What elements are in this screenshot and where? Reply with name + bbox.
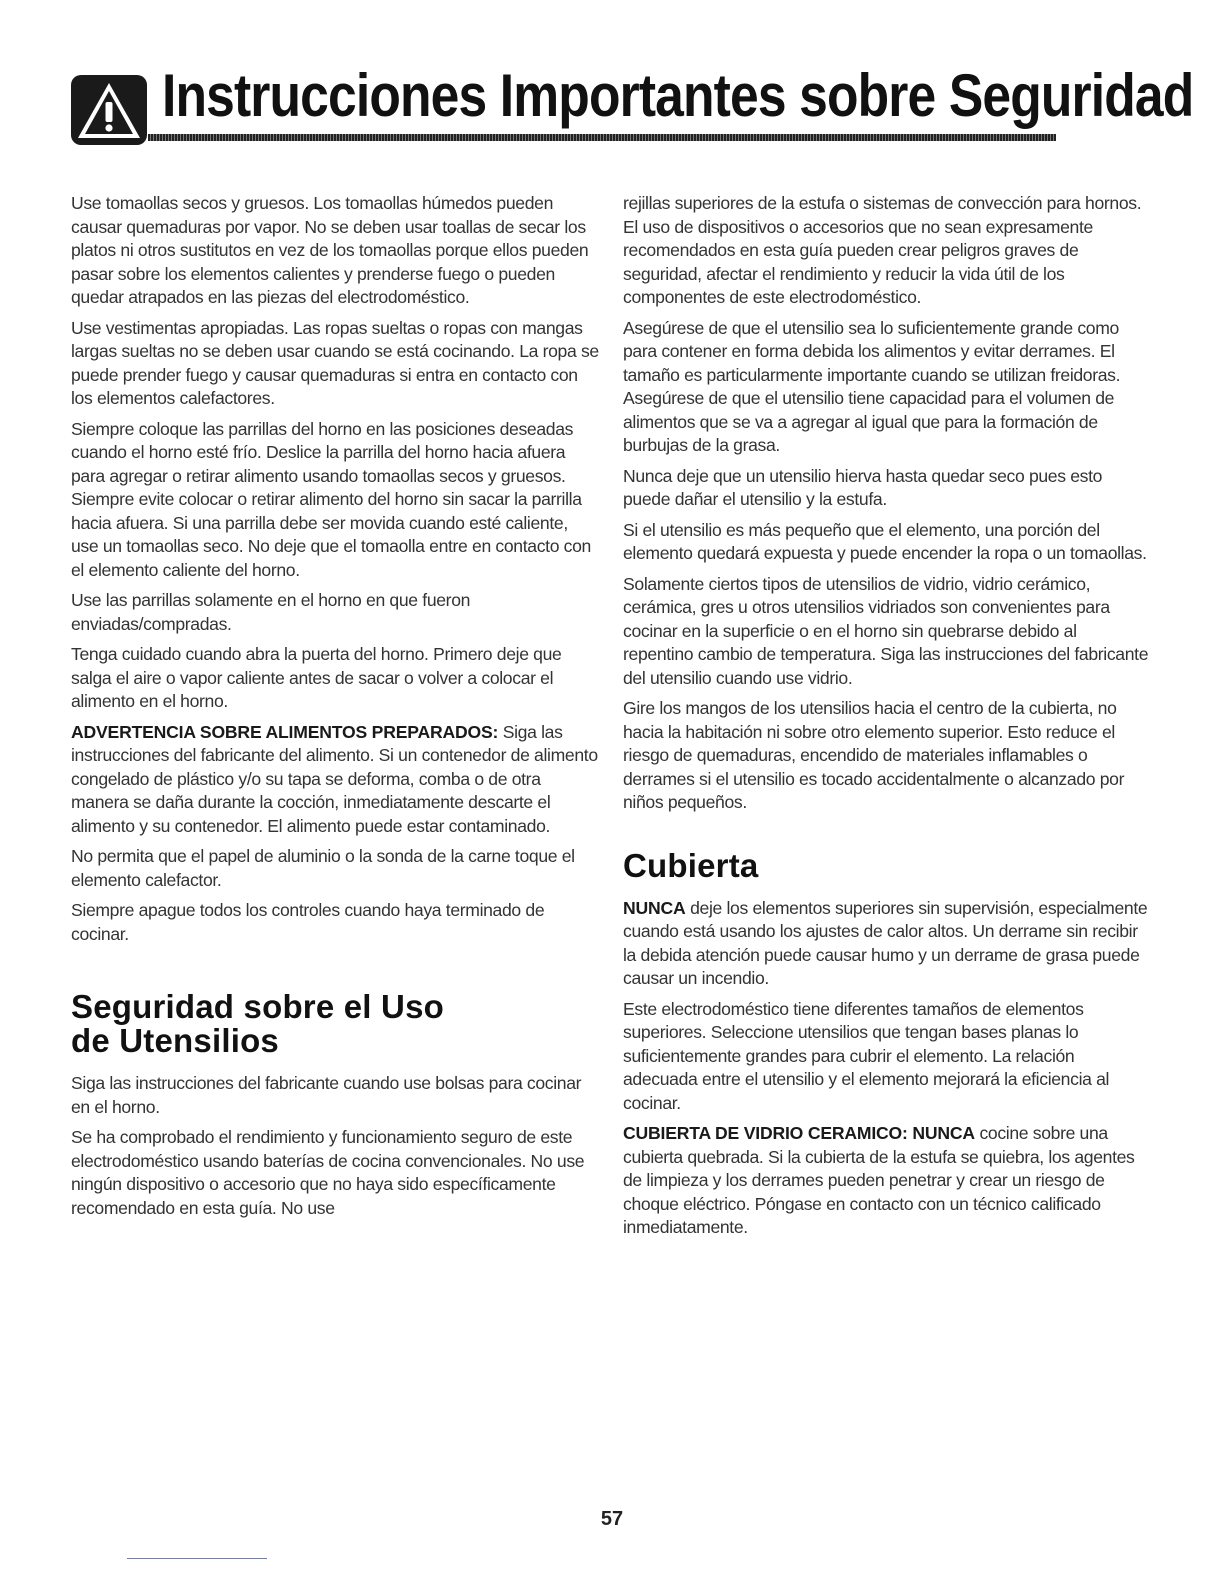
paragraph: Tenga cuidado cuando abra la puerta del horno. Primero deje que salga el aire o vapor caliente antes de sacar o volver a colocar el alimento en el horno. bbox=[71, 644, 562, 711]
paragraph: Si el utensilio es más pequeño que el elemento, una porción del elemento quedará expuesta y puede encender la ropa o un tomaollas. bbox=[623, 519, 1147, 563]
section-title-utensils: Seguridad sobre el Uso de Utensilios bbox=[71, 988, 444, 1059]
paragraph: Siempre apague todos los controles cuando haya terminado de cocinar. bbox=[71, 900, 545, 944]
paragraph: Se ha comprobado el rendimiento y funcionamiento seguro de este electrodoméstico usando baterías de cocina convencionales. No use ningún dispositivo o accesorio que no haya sido específicamente recomendado en esta guía. No use bbox=[71, 1127, 585, 1218]
page-header bbox=[70, 52, 1194, 148]
glass-cooktop-text: cocine sobre una cubierta quebrada. Si la cubierta de la estufa se quiebra, los agentes de limpieza y los derrames pueden penetrar y crear un riesgo de choque eléctrico. Póngase en contacto con un técnico calificado inmediatamente. bbox=[623, 1123, 1135, 1237]
nunca-text: deje los elementos superiores sin supervisión, especialmente cuando está usando los ajustes de calor altos. Un derrame sin recibir la debida atención puede causar humo y un derrame de grasa puede causar un incendio. bbox=[623, 897, 1148, 988]
page-title: Instrucciones Importantes sobre Seguridad bbox=[162, 62, 1194, 129]
paragraph: Solamente ciertos tipos de utensilios de vidrio, vidrio cerámico, cerámica, gres u otros utensilios vidriados son convenientes para cocinar en la superficie o en el horno sin quebrarse debido al repentino cambio de temperatura. Siga las instrucciones del fabricante del utensilio cuando use vidrio. bbox=[623, 573, 1149, 688]
glass-cooktop-label: CUBIERTA DE VIDRIO CERAMICO: NUNCA bbox=[623, 1123, 975, 1143]
paragraph: Nunca deje que un utensilio hierva hasta quedar seco pues esto puede dañar el utensilio y la estufa. bbox=[623, 465, 1103, 509]
section-title-cooktop: Cubierta bbox=[623, 846, 759, 884]
warning-text: Siga las instrucciones del fabricante del alimento. Si un contenedor de alimento congelado de plástico y/o su tapa se deforma, comba o de otra manera se daña durante la cocción, inmediatamente descarte el alimento y su contenedor. El alimento puede estar contaminado. bbox=[71, 721, 598, 836]
right-column bbox=[623, 192, 1151, 1247]
paragraph: Use vestimentas apropiadas. Las ropas sueltas o ropas con mangas largas sueltas no se deben usar cuando se está cocinando. La ropa se puede prender fuego y causar quemaduras si entra en contacto con los elementos calefactores. bbox=[71, 317, 599, 408]
paragraph: rejillas superiores de la estufa o sistemas de convección para hornos. El uso de dispositivos o accesorios que no sean expresamente recomendados en esta guía pueden crear peligros graves de seguridad, afectar el rendimiento y reducir la vida útil de los componentes de este electrodoméstico. bbox=[623, 193, 1142, 307]
nunca-paragraph bbox=[623, 897, 1151, 991]
warning-label: ADVERTENCIA SOBRE ALIMENTOS PREPARADOS: bbox=[71, 721, 499, 742]
glass-cooktop-paragraph bbox=[623, 1122, 1151, 1240]
paragraph: Use tomaollas secos y gruesos. Los tomaollas húmedos pueden causar quemaduras por vapor. No se deben usar toallas de secar los platos ni otros sustitutos en vez de los tomaollas porque ellos pueden pasar sobre los elementos calientes y prenderse fuego o pueden quedar atrapados en las piezas del electrodoméstico. bbox=[71, 193, 589, 307]
page-number: 57 bbox=[600, 1508, 624, 1530]
warning-triangle-icon bbox=[70, 74, 148, 146]
paragraph: Use las parrillas solamente en el horno en que fueron enviadas/compradas. bbox=[71, 590, 471, 634]
header-underline bbox=[148, 134, 1056, 141]
paragraph: Este electrodoméstico tiene diferentes tamaños de elementos superiores. Seleccione utensilios que tengan bases planas lo suficientemente grandes para cubrir el elemento. La relación adecuada entre el utensilio y el elemento mejorará la eficiencia al cocinar. bbox=[623, 998, 1110, 1113]
footer-rule bbox=[127, 1558, 267, 1559]
paragraph: Gire los mangos de los utensilios hacia el centro de la cubierta, no hacia la habitación ni sobre otro elemento superior. Esto reduce el riesgo de quemaduras, encendido de materiales inflamables o derrames si el utensilio es tocado accidentalmente o alcanzado por niños pequeños. bbox=[623, 698, 1125, 812]
prepared-foods-warning bbox=[71, 721, 599, 839]
left-column bbox=[71, 192, 599, 1227]
paragraph: Siempre coloque las parrillas del horno en las posiciones deseadas cuando el horno esté frío. Deslice la parrilla del horno hacia afuera para agregar o retirar alimento usando tomaollas secos y gruesos. Siempre evite colocar o retirar alimento del horno sin sacar la parrilla hacia afuera. Si una parrilla debe ser movida cuando esté caliente, use un tomaollas seco. No deje que el tomaolla entre en contacto con el elemento caliente del horno. bbox=[71, 418, 591, 580]
nunca-label: NUNCA bbox=[623, 897, 686, 918]
paragraph: Asegúrese de que el utensilio sea lo suficientemente grande como para contener en forma debida los alimentos y evitar derrames. El tamaño es particularmente importante cuando se utilizan freidoras. Asegúrese de que el utensilio tiene capacidad para el volumen de alimentos que se va a agregar al igual que para la formación de burbujas de la grasa. bbox=[623, 317, 1121, 455]
paragraph: No permita que el papel de aluminio o la sonda de la carne toque el elemento calefactor. bbox=[71, 846, 575, 890]
paragraph: Siga las instrucciones del fabricante cuando use bolsas para cocinar en el horno. bbox=[71, 1073, 582, 1117]
